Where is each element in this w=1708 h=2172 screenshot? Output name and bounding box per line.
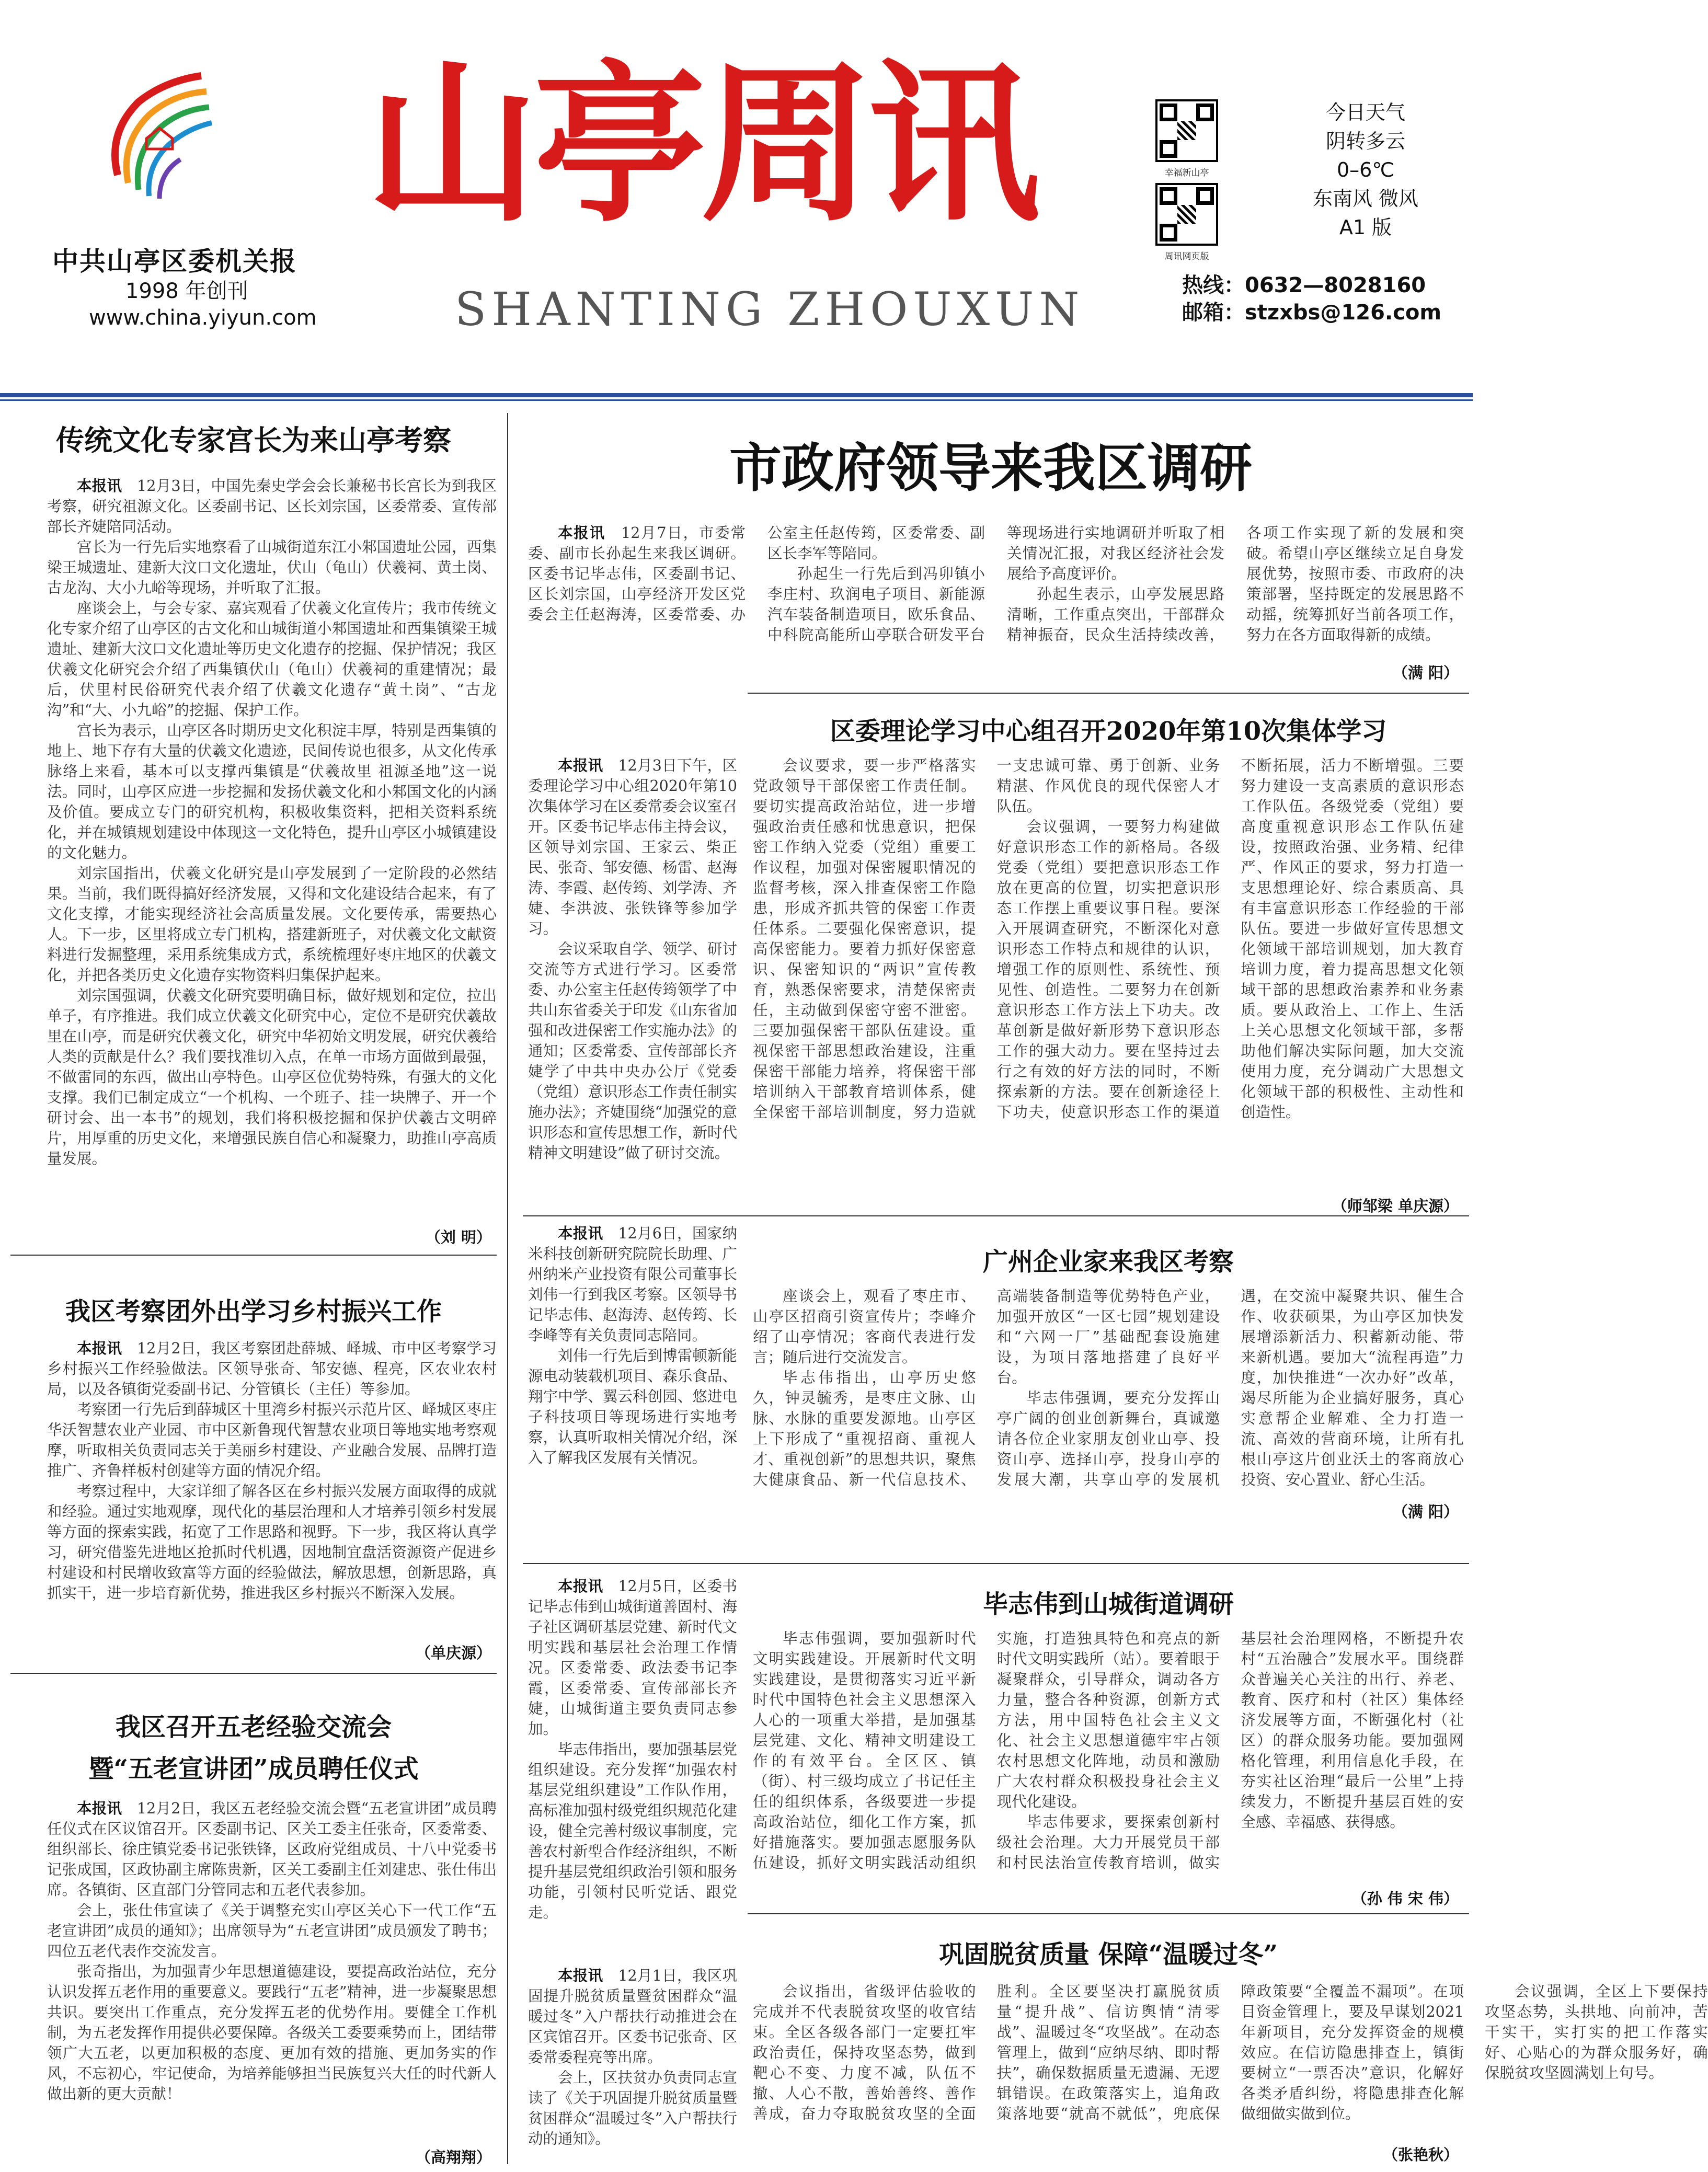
article-body [753,1286,1464,1495]
paragraph: 毕志伟强调，要加强新时代文明实践建设。开展新时代文明实践建设，是贯彻落实习近平新时代中国特色社会主义思想深入人心的一项重大举措，是加强基层党建、文化、精神文明建设工作的有效平台。全区区、镇（街）、村三级均成立了书记任主任的组织体系，各级要进一步提高政治站位，细化工作方案，抓好措施落实。要加强志愿服务队伍建设，抓好文明实践活动组织实施，打造独具特色和亮点的新时代文明实践所（站）。要着眼于凝聚群众，引导群众，调动各方力量，整合各种资源，创新方式方法，用中国特色社会主义文化、社会主义思想道德牢牢占领农村思想文化阵地，动员和激励广大农村群众积极投身社会主义现代化建设。 [753,1630,1220,1871]
byline: （高翔翔） [415,2148,491,2166]
article-body: 本报讯 12月1日，我区巩固提升脱贫质量暨贫困群众“温暖过冬”入户帮扶行动推进会在区宾馆召开。区委书记张奇、区委常委程亮等出席。 会上，区扶贫办负责同志宣读了《关于巩固提升脱贫质量暨贫困群众“温暖过冬”入户帮扶行动的通知》。 [528,1966,737,2167]
byline: （满 阳） [1392,1503,1459,1521]
paragraph: 会上，区扶贫办负责同志宣读了《关于巩固提升脱贫质量暨贫困群众“温暖过冬”入户帮扶行动的通知》。 [528,2069,737,2147]
article-body: 本报讯 12月6日，国家纳米科技创新研究院院长助理、广州纳米产业投资有限公司董事长刘伟一行到我区考察。区领导书记毕志伟、赵海涛、赵传筠、长李峰等有关负责同志陪同。 刘伟一行先后到博雷顿新能源电动装载机项目、森乐食品、翔宇中学、翼云科创园、悠进电子科技项目等现场进行实地考察，认真听取相关情况介绍，深入了解我区发展有关情况。 [528,1223,737,1553]
paragraph: 考察过程中，大家详细了解各区在乡村振兴发展方面取得的成就和经验。通过实地观摩，现代化的基层治理和人才培养引领乡村发展等方面的探索实践，拓宽了工作思路和视野。下一步，我区将认真学习，研究借鉴先进地区抢抓时代机遇，因地制宜盘活资源资产促进乡村建设和村民增收致富等方面的经验做法，解放思想，创新思路，真抓实干，进一步培育新优势，推进我区乡村振兴不断深入发展。 [47,1483,497,1602]
weather-condition: 阴转多云 [1325,130,1405,153]
qr-code-2[interactable] [1155,183,1218,262]
newspaper-logo [97,71,217,201]
paragraph: 毕志伟要求，要探索创新村级社会治理。大力开展党员干部和村民法治宣传教育培训，做实基层社会治理网格，不断提升农村“五治融合”发展水平。围绕群众普遍关心关注的出行、养老、教育、医疗和村（社区）集体经济发展等方面，不断强化村（社区）的群众服务功能。要加强网格化管理，利用信息化手段，在夯实社区治理“最后一公里”上持续发力，不断提升基层百姓的安全感、幸福感、获得感。 [996,1630,1464,1871]
byline: （满 阳） [1392,664,1459,682]
article-body: 本报讯 12月2日，我区五老经验交流会暨“五老宣讲团”成员聘任仪式在区议馆召开。区委副书记、区关工委主任张奇，区委常委、组织部长、徐庄镇党委书记张铁锋，区政府党组成员、十八中党委书记张成国，区政协副主席陈贵新，区关工委副主任刘建忠、张仕伟出席。各镇街、区直部门分管同志和五老代表参加。 会上，张仕伟宣读了《关于调整充实山亭区关心下一代工作“五老宣讲团”成员的通知》；出席领导为“五老宣讲团”成员颁发了聘书；四位五老代表作交流发言。 张奇指出，为加强青少年思想道德建设，要提高政治站位，充分认识发挥五老作用的重要意义。要践行“五老”精神，进一步凝聚思想共识。要突出工作重点，充分发挥五老的优势作用。要健全工作机制，为五老发挥作用提供必要保障。各级关工委要乘势而上，团结带领广大五老，以更加积极的态度、更加有效的措施、更加务实的作风，不忘初心，牢记使命，为培养能够担当民族复兴大任的时代新人做出新的更大贡献！ [47,1798,497,2141]
section-rule [748,693,1469,694]
article-body: 本报讯 12月7日，市委常委、副市长孙起生来我区调研。区委书记毕志伟，区委副书记、区长刘宗国，山亭经济开发区党委会主任赵海涛，区委常委、办公室主任赵传筠，区委常委、副区长李军等陪同。 孙起生一行先后到冯卯镇小李庄村、玖润电子项目、新能源汽车装备制造项目，欧乐食品、中科院高能所山亭联合研发平台等现场进行实地调研并听取了相关情况汇报，对我区经济社会发展给予高度评价。 孙起生表示，山亭发展思路清晰，工作重点突出，干部群众精神振奋，民众生活持续改善，各项工作实现了新的发展和突破。希望山亭区继续立足自身发展优势，按照市委、市政府的决策部署，坚持既定的发展思路不动摇，统筹抓好当前各项工作，努力在各方面取得新的成绩。 [528,523,1464,659]
paragraph: 会议强调，一要努力构建做好意识形态工作的新格局。各级党委（党组）要把意识形态工作放在更高的位置，切实把意识形态工作摆上重要议事日程。要深入开展调查研究，不断深化对意识形态工作特点和规律的认识，增强工作的原则性、系统性、预见性、创造性。二要努力在创新意识形态工作方法上下功夫。改革创新是做好新形势下意识形态工作的强大动力。要在坚持过去行之有效的好方法的同时，不断探索新的方法。要在创新途径上下功夫，使意识形态工作的渠道不断拓展，活力不断增强。三要努力建设一支高素质的意识形态工作队伍。各级党委（党组）要高度重视意识形态工作队伍建设，按照政治强、业务精、纪律严、作风正的要求，努力打造一支思想理论好、综合素质高、具有丰富意识形态工作经验的干部队伍。要进一步做好宣传思想文化领域干部培训规划，加大教育培训力度，着力提高思想文化领域干部的思想政治素养和业务素质。要从政治上、工作上、生活上关心思想文化领域干部，多帮助他们解决实际问题，加大交流使用力度，充分调动广大思想文化领域干部的积极性、主动性和创造性。 [996,757,1464,1121]
paragraph: 刘宗国强调，伏羲文化研究要明确目标，做好规划和定位，拉出单子，有序推进。我们成立伏羲文化研究中心，定位不是研究伏羲故里在山亭，而是研究伏羲文化，研究中华初始文明发展，研究伏羲给人类的贡献是什么？我们要找准切入点，在单一市场方面做到最强，不做雷同的东西，做出山亭特色。山亭区位优势特殊，有强大的文化支撑。我们已制定成立“一个机构、一个班子、挂一块牌子、开一个研讨会、出一本书”的规划，我们将积极挖掘和保护伏羲古文明碎片，用厚重的历史文化，来增强民族自信心和凝聚力，助推山亭高质量发展。 [47,987,497,1167]
paragraph: 考察团一行先后到薛城区十里湾乡村振兴示范片区、峄城区枣庄华沃智慧农业产业园、市中区新鲁现代智慧农业项目等地实地考察观摩，听取相关负责同志关于美丽乡村建设、产业融合发展、品牌打造推广、齐鲁样板村创建等方面的情况介绍。 [47,1401,497,1479]
byline: （刘 明） [425,1228,491,1246]
paragraph: 会议要求，要一步严格落实党政领导干部保密工作责任制。要切实提高政治站位，进一步增强政治责任感和忧患意识，把保密工作纳入党委（党组）重要工作议程，加强对保密履职情况的监督考核，深入排查保密工作隐患，形成齐抓共管的保密工作责任体系。二要强化保密意识，提高保密能力。要着力抓好保密意识、保密知识的“两识”宣传教育，熟悉保密要求，清楚保密责任，主动做到保密守密不泄密。三要加强保密干部队伍建设。重视保密干部思想政治建设，注重保密干部能力培养，将保密干部培训纳入干部教育培训体系，健全保密干部培训制度，努力造就一支忠诚可靠、勇于创新、业务精湛、作风优良的现代保密人才队伍。 [753,757,1220,1121]
paragraph: 刘伟一行先后到博雷顿新能源电动装载机项目、森乐食品、翔宇中学、翼云科创园、悠进电子科技项目等现场进行实地考察，认真听取相关情况介绍，深入了解我区发展有关情况。 [528,1347,737,1466]
article-body: 本报讯 12月3日下午，区委理论学习中心组2020年第10次集体学习在区委常委会议室召开。区委书记毕志伟主持会议，区领导刘宗国、王家云、柴正民、张奇、邹安德、杨雷、赵海涛、李霞、赵传筠、刘学涛、齐婕、李洪波、张铁锋等参加学习。 会议采取自学、领学、研讨交流等方式进行学习。区委常委、办公室主任赵传筠领学了中共山东省委关于印发《山东省加强和改进保密工作实施办法》的通知；区委常委、宣传部部长齐婕学了中共中央办公厅《党委（党组）意识形态工作责任制实施办法》；齐婕围绕“加强党的意识形态和宣传思想工作，新时代精神文明建设”做了研讨交流。 [528,755,737,1210]
article-headline[interactable]: 传统文化专家宫长为来山亭考察 [56,423,451,457]
article-headline[interactable]: 区委理论学习中心组召开2020年第10次集体学习 [830,717,1387,746]
byline: （单庆源） [415,1644,491,1662]
newspaper-title-en: SHANTING ZHOUXUN [455,282,1085,336]
article-headline[interactable]: 我区考察团外出学习乡村振兴工作 [65,1297,442,1326]
paragraph: 张奇指出，为加强青少年思想道德建设，要提高政治站位，充分认识发挥五老作用的重要意义。要践行“五老”精神，进一步凝聚思想共识。要突出工作重点，充分发挥五老的优势作用。要健全工作机制，为五老发挥作用提供必要保障。各级关工委要乘势而上，团结带领广大五老，以更加积极的态度、更加有效的措施、更加务实的作风，不忘初心，牢记使命，为培养能够担当民族复兴大任的时代新人做出新的更大贡献！ [47,1963,497,2102]
page-number: A1 版 [1339,216,1392,239]
weather-temp: 0–6℃ [1336,158,1395,181]
email: 邮箱：stzxbs@126.com [1182,301,1441,325]
weather-label: 今日天气 [1325,101,1405,124]
article-subheadline[interactable]: 暨“五老宣讲团”成员聘任仪式 [88,1754,419,1784]
section-rule [10,1673,497,1674]
paragraph: 座谈会上，与会专家、嘉宾观看了伏羲文化宣传片；我市传统文化专家介绍了山亭区的古文化和山城街道小邾国遗址和西集镇梁王城遗址、建新大汶口文化遗址等历史文化遗存的挖掘、保护情况；我区伏羲文化研究会介绍了西集镇伏山（龟山）伏羲祠的重建情况；最后，伏里村民俗研究代表介绍了伏羲文化遗存“黄土岗”、“古龙沟”和“大、小九峪”的挖掘、保护工作。 [47,600,497,719]
article-headline[interactable]: 我区召开五老经验交流会 [115,1713,392,1742]
paragraph: 毕志伟指出，山亭历史悠久，钟灵毓秀，是枣庄文脉、山脉、水脉的重要发源地。山亭区上下形成了“重视招商、重视人才、重视创新”的思想共识，聚焦大健康食品、新一代信息技术、高端装备制造等优势特色产业，加强开放区“一区七园”规划建设和“六网一厂”基础配套设施建设，为项目落地搭建了良好平台。 [753,1288,1220,1488]
qr-icon [1155,183,1218,246]
column-divider [507,413,508,2164]
article-headline[interactable]: 毕志伟到山城街道调研 [982,1590,1234,1619]
section-rule [523,1563,1469,1564]
qr-code-1[interactable] [1155,99,1218,178]
paragraph: 会议指出，省级评估验收的完成并不代表脱贫攻坚的收官结束。全区各级各部门一定要扛牢政治责任，保持攻坚态势，做到靶心不变、力度不减，队伍不撤、人心不散，善始善终、善作善成，奋力夺取脱贫攻坚的全面胜利。全区要坚决打赢脱贫质量“提升战”、信访舆情“清零战”、温暖过冬“攻坚战”。在动态管理上，做到“应纳尽纳、即时帮扶”，确保数据质量无遗漏、无逻辑错误。在政策落实上，追角政策落地要“就高不就低”，兜底保障政策要“全覆盖不漏项”。在项目资金管理上，要及早谋划2021年新项目，充分发挥资金的规模效应。在信访隐患排查上，镇街要树立“一票否决”意识，化解好各类矛盾纠纷，将隐患排查化解做细做实做到位。 [753,1983,1464,2122]
paragraph: 宫长为一行先后实地察看了山城街道东江小邾国遗址公园，西集梁王城遗址、建新大汶口文化遗址，伏山（龟山）伏羲祠、黄土岗、古龙沟、大小九峪等现场，并听取了汇报。 [47,538,497,596]
masthead-rule [0,393,1473,397]
section-rule [10,1255,497,1256]
byline: （师邹梁 单庆源） [1332,1197,1459,1215]
byline: （孙 伟 宋 伟） [1351,1890,1459,1907]
paragraph: 座谈会上，观看了枣庄市、山亭区招商引资宣传片；李峰介绍了山亭情况；客商代表进行发言；随后进行交流发言。 [753,1288,976,1366]
organization-name: 中共山亭区委机关报 [52,246,297,277]
article-body [753,1628,1464,1879]
article-lead: 本报讯 [77,477,122,495]
paragraph: 毕志伟强调，要充分发挥山亭广阔的创业创新舞台，真诚邀请各位企业家朋友创业山亭、投资山亭、选择山亭，投身山亭的发展大潮，共享山亭的发展机遇，在交流中凝聚共识、催生合作、收获硕果，为山亭区加快发展增添新活力、积蓄新动能、带来新机遇。要加大“流程再造”力度，加快推进“一次办好”改革，竭尽所能为企业搞好服务，真心实意帮企业解难、全力打造一流、高效的营商环境，让所有扎根山亭这片创业沃土的客商放心投资、安心置业、舒心生活。 [996,1288,1464,1488]
article-body [753,755,1464,1189]
hotline: 热线：0632—8028160 [1182,273,1426,297]
newspaper-title: 山亭周讯 [366,42,1035,245]
qr-label-2: 周讯网页版 [1164,251,1209,262]
article-headline[interactable]: 广州企业家来我区考察 [982,1247,1234,1277]
paragraph: 孙起生表示，山亭发展思路清晰，工作重点突出，干部群众精神振奋，民众生活持续改善，各项工作实现了新的发展和突破。希望山亭区继续立足自身发展优势，按照市委、市政府的决策部署，坚持既定的发展思路不动摇，统筹抓好当前各项工作，努力在各方面取得新的成绩。 [1007,524,1464,643]
article-headline[interactable]: 巩固脱贫质量 保障“温暖过冬” [939,1940,1278,1969]
article-body [753,1981,1708,2138]
weather-box [1298,98,1434,242]
article-headline-lead[interactable]: 市政府领导来我区调研 [729,437,1252,499]
article-body: 本报讯 12月5日，区委书记毕志伟到山城街道善固村、海子社区调研基层党建、新时代文明实践和基层社会治理工作情况。区委常委、政法委书记李霞，区委常委、宣传部部长齐婕，山城街道主要负责同志参加。 毕志伟指出，要加强基层党组织建设。充分发挥“加强农村基层党组织建设”工作队作用，高标准加强村级党组织规范化建设，健全完善村级议事制度，完善农村新型合作经济组织，不断提升基层党组织政治引领和服务功能，引领村民听党话、跟党走。 [528,1576,737,1952]
founded-year: 1998 年创刊 [125,279,248,303]
paragraph: 孙起生一行先后到冯卯镇小李庄村、玖润电子项目、新能源汽车装备制造项目，欧乐食品、中科院高能所山亭联合研发平台等现场进行实地调研并听取了相关情况汇报，对我区经济社会发展给予高度评价。 [767,524,1224,643]
qr-label-1: 幸福新山亭 [1164,168,1209,178]
paragraph: 会上，张仕伟宣读了《关于调整充实山亭区关心下一代工作“五老宣讲团”成员的通知》；出席领导为“五老宣讲团”成员颁发了聘书；四位五老代表作交流发言。 [47,1902,497,1960]
paragraph: 宫长为表示，山亭区各时期历史文化积淀丰厚，特别是西集镇的地上、地下存有大量的伏羲文化遗迹，民间传说也很多，从文化传承脉络上来看，基本可以支撑西集镇是“伏羲故里 祖源圣地”这一说法。同时，山亭区应进一步挖掘和发扬伏羲文化和小邾国文化的内涵及价值。要成立专门的研究机构，积极收集资料，把相关资料系统化，并在城镇规划建设中体现这一文化特色，提升山亭区小城镇建设的文化魅力。 [47,722,497,861]
section-rule [523,1215,1469,1216]
paragraph: 会议采取自学、领学、研讨交流等方式进行学习。区委常委、办公室主任赵传筠领学了中共山东省委关于印发《山东省加强和改进保密工作实施办法》的通知；区委常委、宣传部部长齐婕学了中共中央办公厅《党委（党组）意识形态工作责任制实施办法》；齐婕围绕“加强党的意识形态和宣传思想工作，新时代精神文明建设”做了研讨交流。 [528,940,737,1162]
paragraph: 毕志伟指出，要加强基层党组织建设。充分发挥“加强农村基层党组织建设”工作队作用，高标准加强村级党组织规范化建设，健全完善村级议事制度，完善农村新型合作经济组织，不断提升基层党组织政治引领和服务功能，引领村民听党话、跟党走。 [528,1741,737,1921]
website-link[interactable]: www.china.yiyun.com [89,306,317,330]
qr-icon [1155,99,1218,162]
masthead-rule-thin [0,399,1473,401]
byline: （张艳秋） [1382,2146,1459,2164]
article-body: 本报讯 12月2日，我区考察团赴薛城、峄城、市中区考察学习乡村振兴工作经验做法。区领导张奇、邹安德、程亮，区农业农村局，以及各镇街党委副书记、分管镇长（主任）等参加。 考察团一行先后到薛城区十里湾乡村振兴示范片区、峄城区枣庄华沃智慧农业产业园、市中区新鲁现代智慧农业项目等地实地考察观摩，听取相关负责同志关于美丽乡村建设、产业融合发展、品牌打造推广、齐鲁样板村创建等方面的情况介绍。 考察过程中，大家详细了解各区在乡村振兴发展方面取得的成就和经验。通过实地观摩，现代化的基层治理和人才培养引领乡村发展等方面的探索实践，拓宽了工作思路和视野。下一步，我区将认真学习，研究借鉴先进地区抢抓时代机遇，因地制宜盘活资源资产促进乡村建设和村民增收致富等方面的经验做法，解放思想，创新思路，真抓实干，进一步培育新优势，推进我区乡村振兴不断深入发展。 [47,1338,497,1623]
contact-box [1182,272,1441,326]
section-rule [748,1913,1469,1914]
paragraph: 刘宗国指出，伏羲文化研究是山亭发展到了一定阶段的必然结果。当前，我们既得搞好经济发展，又得和文化建设结合起来，有了文化支撑，才能实现经济社会高质量发展。文化要传承，需要热心人。下一步，区里将成立专门机构，搭建新班子，对伏羲文化文献资料进行发掘整理，采用系统集成方式，系统梳理好枣庄地区的伏羲文化，并把各类历史文化遗存实物资料归集保护起来。 [47,865,497,984]
article-body: 本报讯 12月3日，中国先秦史学会会长兼秘书长宫长为到我区考察，研究祖源文化。区委副书记、区长刘宗国，区委常委、宣传部部长齐婕陪同活动。 宫长为一行先后实地察看了山城街道东江小邾国遗址公园，西集梁王城遗址、建新大汶口文化遗址，伏山（龟山）伏羲祠、黄土岗、古龙沟、大小九峪等现场，并听取了汇报。 座谈会上，与会专家、嘉宾观看了伏羲文化宣传片；我市传统文化专家介绍了山亭区的古文化和山城街道小邾国遗址和西集镇梁王城遗址、建新大汶口文化遗址等历史文化遗存的挖掘、保护情况；我区伏羲文化研究会介绍了西集镇伏山（龟山）伏羲祠的重建情况；最后，伏里村民俗研究代表介绍了伏羲文化遗存“黄土岗”、“古龙沟”和“大、小九峪”的挖掘、保护工作。 宫长为表示，山亭区各时期历史文化积淀丰厚，特别是西集镇的地上、地下存有大量的伏羲文化遗迹，民间传说也很多，从文化传承脉络上来看，基本可以支撑西集镇是“伏羲故里 祖源圣地”这一说法。同时，山亭区应进一步挖掘和发扬伏羲文化和小邾国文化的内涵及价值。要成立专门的研究机构，积极收集资料，把相关资料系统化，并在城镇规划建设中体现这一文化特色，提升山亭区小城镇建设的文化魅力。 刘宗国指出，伏羲文化研究是山亭发展到了一定阶段的必然结果。当前，我们既得搞好经济发展，又得和文化建设结合起来，有了文化支撑，才能实现经济社会高质量发展。文化要传承，需要热心人。下一步，区里将成立专门机构，搭建新班子，对伏羲文化文献资料进行发掘整理，采用系统集成方式，系统梳理好枣庄地区的伏羲文化，并把各类历史文化遗存实物资料归集保护起来。 刘宗国强调，伏羲文化研究要明确目标，做好规划和定位，拉出单子，有序推进。我们成立伏羲文化研究中心，定位不是研究伏羲故里在山亭，而是研究伏羲文化，研究中华初始文明发展，研究伏羲给人类的贡献是什么？我们要找准切入点，在单一市场方面做到最强，不做雷同的东西，做出山亭特色。山亭区位优势特殊，有强大的文化支撑。我们已制定成立“一个机构、一个班子、挂一块牌子、开一个研讨会、出一本书”的规划，我们将积极挖掘和保护伏羲古文明碎片，用厚重的历史文化，来增强民族自信心和凝聚力，助推山亭高质量发展。 [47,476,497,1210]
paragraph: 会议强调，全区上下要保持攻坚态势，头拱地、向前冲，苦干实干，实打实的把工作落实好、心贴心的为群众服务好，确保脱贫攻坚圆满划上句号。 [1484,1983,1708,2082]
weather-wind: 东南风 微风 [1312,187,1419,210]
